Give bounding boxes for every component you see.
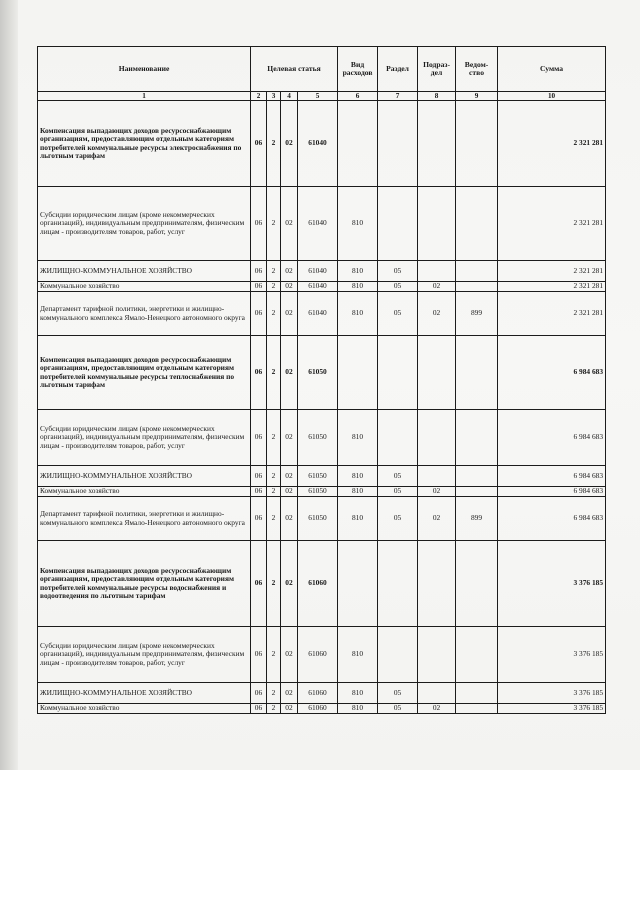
row-department: [456, 466, 498, 487]
row-code-subprogram: 2: [267, 282, 281, 292]
column-number-row: [38, 92, 606, 101]
row-name: Компенсация выпадающих доходов ресурсоснабжающим организациям, предоставляющим отдельным категориям потребителей коммунальные ресурсы электроснабжения по льготным тарифам: [38, 101, 251, 187]
row-code-direction: 61060: [298, 683, 338, 704]
row-section: 05: [378, 683, 418, 704]
row-expense-type: 810: [338, 683, 378, 704]
row-department: [456, 410, 498, 466]
header-department: Ведом-ство: [456, 47, 498, 92]
row-code-direction: 61060: [298, 704, 338, 714]
row-code-program: 06: [251, 410, 267, 466]
row-subsection: [418, 466, 456, 487]
row-code-event: 02: [281, 627, 298, 683]
row-code-event: 02: [281, 336, 298, 410]
row-name: Коммунальное хозяйство: [38, 487, 251, 497]
row-code-subprogram: 2: [267, 497, 281, 541]
col-number: 7: [378, 92, 418, 101]
row-code-subprogram: 2: [267, 704, 281, 714]
header-name: Наименование: [38, 47, 251, 92]
budget-table: [37, 46, 606, 714]
row-subsection: [418, 627, 456, 683]
row-code-direction: 61040: [298, 187, 338, 261]
row-subsection: [418, 410, 456, 466]
table-row: [38, 541, 606, 627]
row-expense-type: 810: [338, 497, 378, 541]
row-name: Департамент тарифной политики, энергетики и жилищно-коммунального комплекса Ямало-Ненецкого автономного округа: [38, 497, 251, 541]
table-row: [38, 101, 606, 187]
col-number: 8: [418, 92, 456, 101]
row-department: [456, 101, 498, 187]
row-expense-type: 810: [338, 627, 378, 683]
row-subsection: 02: [418, 487, 456, 497]
row-name: Субсидии юридическим лицам (кроме некоммерческих организаций), индивидуальным предпринимателям, физическим лицам - производителям товаров, работ, услуг: [38, 187, 251, 261]
row-expense-type: 810: [338, 292, 378, 336]
row-code-direction: 61050: [298, 336, 338, 410]
row-code-direction: 61040: [298, 292, 338, 336]
row-code-subprogram: 2: [267, 187, 281, 261]
row-department: 899: [456, 292, 498, 336]
row-section: 05: [378, 487, 418, 497]
col-number: 1: [38, 92, 251, 101]
table-row: [38, 497, 606, 541]
row-code-direction: 61050: [298, 497, 338, 541]
col-number: 5: [298, 92, 338, 101]
row-code-event: 02: [281, 187, 298, 261]
row-section: [378, 541, 418, 627]
page-blank-area: [0, 770, 640, 905]
row-sum: 2 321 281: [498, 282, 606, 292]
row-section: 05: [378, 292, 418, 336]
row-code-direction: 61050: [298, 466, 338, 487]
row-department: [456, 683, 498, 704]
row-code-subprogram: 2: [267, 292, 281, 336]
row-department: [456, 487, 498, 497]
row-code-program: 06: [251, 497, 267, 541]
row-section: 05: [378, 261, 418, 282]
row-code-event: 02: [281, 487, 298, 497]
row-code-event: 02: [281, 466, 298, 487]
row-name: ЖИЛИЩНО-КОММУНАЛЬНОЕ ХОЗЯЙСТВО: [38, 466, 251, 487]
row-code-event: 02: [281, 683, 298, 704]
row-code-program: 06: [251, 101, 267, 187]
row-expense-type: [338, 336, 378, 410]
col-number: 9: [456, 92, 498, 101]
col-number: 6: [338, 92, 378, 101]
row-sum: 2 321 281: [498, 101, 606, 187]
row-code-program: 06: [251, 292, 267, 336]
table-row: [38, 410, 606, 466]
row-name: Субсидии юридическим лицам (кроме некоммерческих организаций), индивидуальным предпринимателям, физическим лицам - производителям товаров, работ, услуг: [38, 410, 251, 466]
row-code-program: 06: [251, 282, 267, 292]
row-sum: 2 321 281: [498, 187, 606, 261]
row-code-direction: 61040: [298, 261, 338, 282]
row-department: [456, 704, 498, 714]
row-section: [378, 101, 418, 187]
row-code-subprogram: 2: [267, 487, 281, 497]
row-subsection: 02: [418, 292, 456, 336]
row-section: 05: [378, 497, 418, 541]
row-code-subprogram: 2: [267, 261, 281, 282]
row-code-event: 02: [281, 292, 298, 336]
row-code-direction: 61050: [298, 410, 338, 466]
row-code-program: 06: [251, 683, 267, 704]
row-department: 899: [456, 497, 498, 541]
row-code-program: 06: [251, 187, 267, 261]
table-row: [38, 683, 606, 704]
row-name: Коммунальное хозяйство: [38, 704, 251, 714]
row-code-direction: 61060: [298, 627, 338, 683]
row-subsection: [418, 261, 456, 282]
row-code-program: 06: [251, 466, 267, 487]
row-sum: 6 984 683: [498, 336, 606, 410]
row-code-subprogram: 2: [267, 410, 281, 466]
row-code-event: 02: [281, 497, 298, 541]
col-number: 10: [498, 92, 606, 101]
row-department: [456, 282, 498, 292]
row-code-direction: 61060: [298, 541, 338, 627]
row-sum: 2 321 281: [498, 261, 606, 282]
row-code-subprogram: 2: [267, 683, 281, 704]
row-section: 05: [378, 704, 418, 714]
row-department: [456, 261, 498, 282]
row-code-event: 02: [281, 261, 298, 282]
header-expense-type: Вид расходов: [338, 47, 378, 92]
row-code-event: 02: [281, 101, 298, 187]
row-subsection: [418, 101, 456, 187]
header-target-article: Целевая статья: [251, 47, 338, 92]
header-sum: Сумма: [498, 47, 606, 92]
row-code-subprogram: 2: [267, 541, 281, 627]
row-code-subprogram: 2: [267, 101, 281, 187]
row-department: [456, 336, 498, 410]
row-sum: 6 984 683: [498, 466, 606, 487]
table-row: [38, 187, 606, 261]
row-expense-type: 810: [338, 261, 378, 282]
row-expense-type: 810: [338, 487, 378, 497]
col-number: 4: [281, 92, 298, 101]
row-department: [456, 541, 498, 627]
table-row: [38, 704, 606, 714]
row-sum: 3 376 185: [498, 704, 606, 714]
row-code-program: 06: [251, 704, 267, 714]
table-header-row: [38, 47, 606, 92]
row-code-direction: 61050: [298, 487, 338, 497]
row-code-subprogram: 2: [267, 466, 281, 487]
row-subsection: [418, 187, 456, 261]
row-expense-type: 810: [338, 410, 378, 466]
row-name: Компенсация выпадающих доходов ресурсоснабжающим организациям, предоставляющим отдельным категориям потребителей коммунальные ресурсы теплоснабжения по льготным тарифам: [38, 336, 251, 410]
row-section: [378, 627, 418, 683]
col-number: 3: [267, 92, 281, 101]
row-code-event: 02: [281, 282, 298, 292]
row-subsection: [418, 683, 456, 704]
table-row: [38, 292, 606, 336]
table-row: [38, 466, 606, 487]
row-section: 05: [378, 466, 418, 487]
table-row: [38, 487, 606, 497]
row-section: [378, 187, 418, 261]
row-name: Коммунальное хозяйство: [38, 282, 251, 292]
row-sum: 3 376 185: [498, 541, 606, 627]
row-name: Департамент тарифной политики, энергетики и жилищно-коммунального комплекса Ямало-Ненецкого автономного округа: [38, 292, 251, 336]
row-subsection: [418, 336, 456, 410]
table-row: [38, 261, 606, 282]
row-code-program: 06: [251, 627, 267, 683]
row-section: 05: [378, 282, 418, 292]
row-expense-type: [338, 541, 378, 627]
row-sum: 6 984 683: [498, 487, 606, 497]
row-section: [378, 336, 418, 410]
row-code-event: 02: [281, 410, 298, 466]
row-expense-type: 810: [338, 466, 378, 487]
row-expense-type: 810: [338, 704, 378, 714]
header-section: Раздел: [378, 47, 418, 92]
row-expense-type: 810: [338, 187, 378, 261]
row-code-program: 06: [251, 487, 267, 497]
row-code-direction: 61040: [298, 101, 338, 187]
header-subsection: Подраз-дел: [418, 47, 456, 92]
scan-shadow: [0, 0, 18, 770]
row-name: ЖИЛИЩНО-КОММУНАЛЬНОЕ ХОЗЯЙСТВО: [38, 683, 251, 704]
row-code-program: 06: [251, 541, 267, 627]
row-sum: 2 321 281: [498, 292, 606, 336]
table-row: [38, 282, 606, 292]
row-code-event: 02: [281, 541, 298, 627]
row-expense-type: [338, 101, 378, 187]
row-department: [456, 187, 498, 261]
row-department: [456, 627, 498, 683]
row-section: [378, 410, 418, 466]
row-code-direction: 61040: [298, 282, 338, 292]
row-expense-type: 810: [338, 282, 378, 292]
row-code-program: 06: [251, 336, 267, 410]
row-subsection: 02: [418, 497, 456, 541]
row-name: Субсидии юридическим лицам (кроме некоммерческих организаций), индивидуальным предпринимателям, физическим лицам - производителям товаров, работ, услуг: [38, 627, 251, 683]
row-code-subprogram: 2: [267, 627, 281, 683]
row-name: Компенсация выпадающих доходов ресурсоснабжающим организациям, предоставляющим отдельным категориям потребителей коммунальные ресурсы водоснабжения и водоотведения по льготным тарифам: [38, 541, 251, 627]
row-sum: 3 376 185: [498, 627, 606, 683]
table-row: [38, 336, 606, 410]
col-number: 2: [251, 92, 267, 101]
row-sum: 6 984 683: [498, 497, 606, 541]
row-subsection: 02: [418, 704, 456, 714]
row-sum: 3 376 185: [498, 683, 606, 704]
table-row: [38, 627, 606, 683]
row-code-subprogram: 2: [267, 336, 281, 410]
row-subsection: 02: [418, 282, 456, 292]
row-code-event: 02: [281, 704, 298, 714]
row-sum: 6 984 683: [498, 410, 606, 466]
row-code-program: 06: [251, 261, 267, 282]
row-subsection: [418, 541, 456, 627]
row-name: ЖИЛИЩНО-КОММУНАЛЬНОЕ ХОЗЯЙСТВО: [38, 261, 251, 282]
